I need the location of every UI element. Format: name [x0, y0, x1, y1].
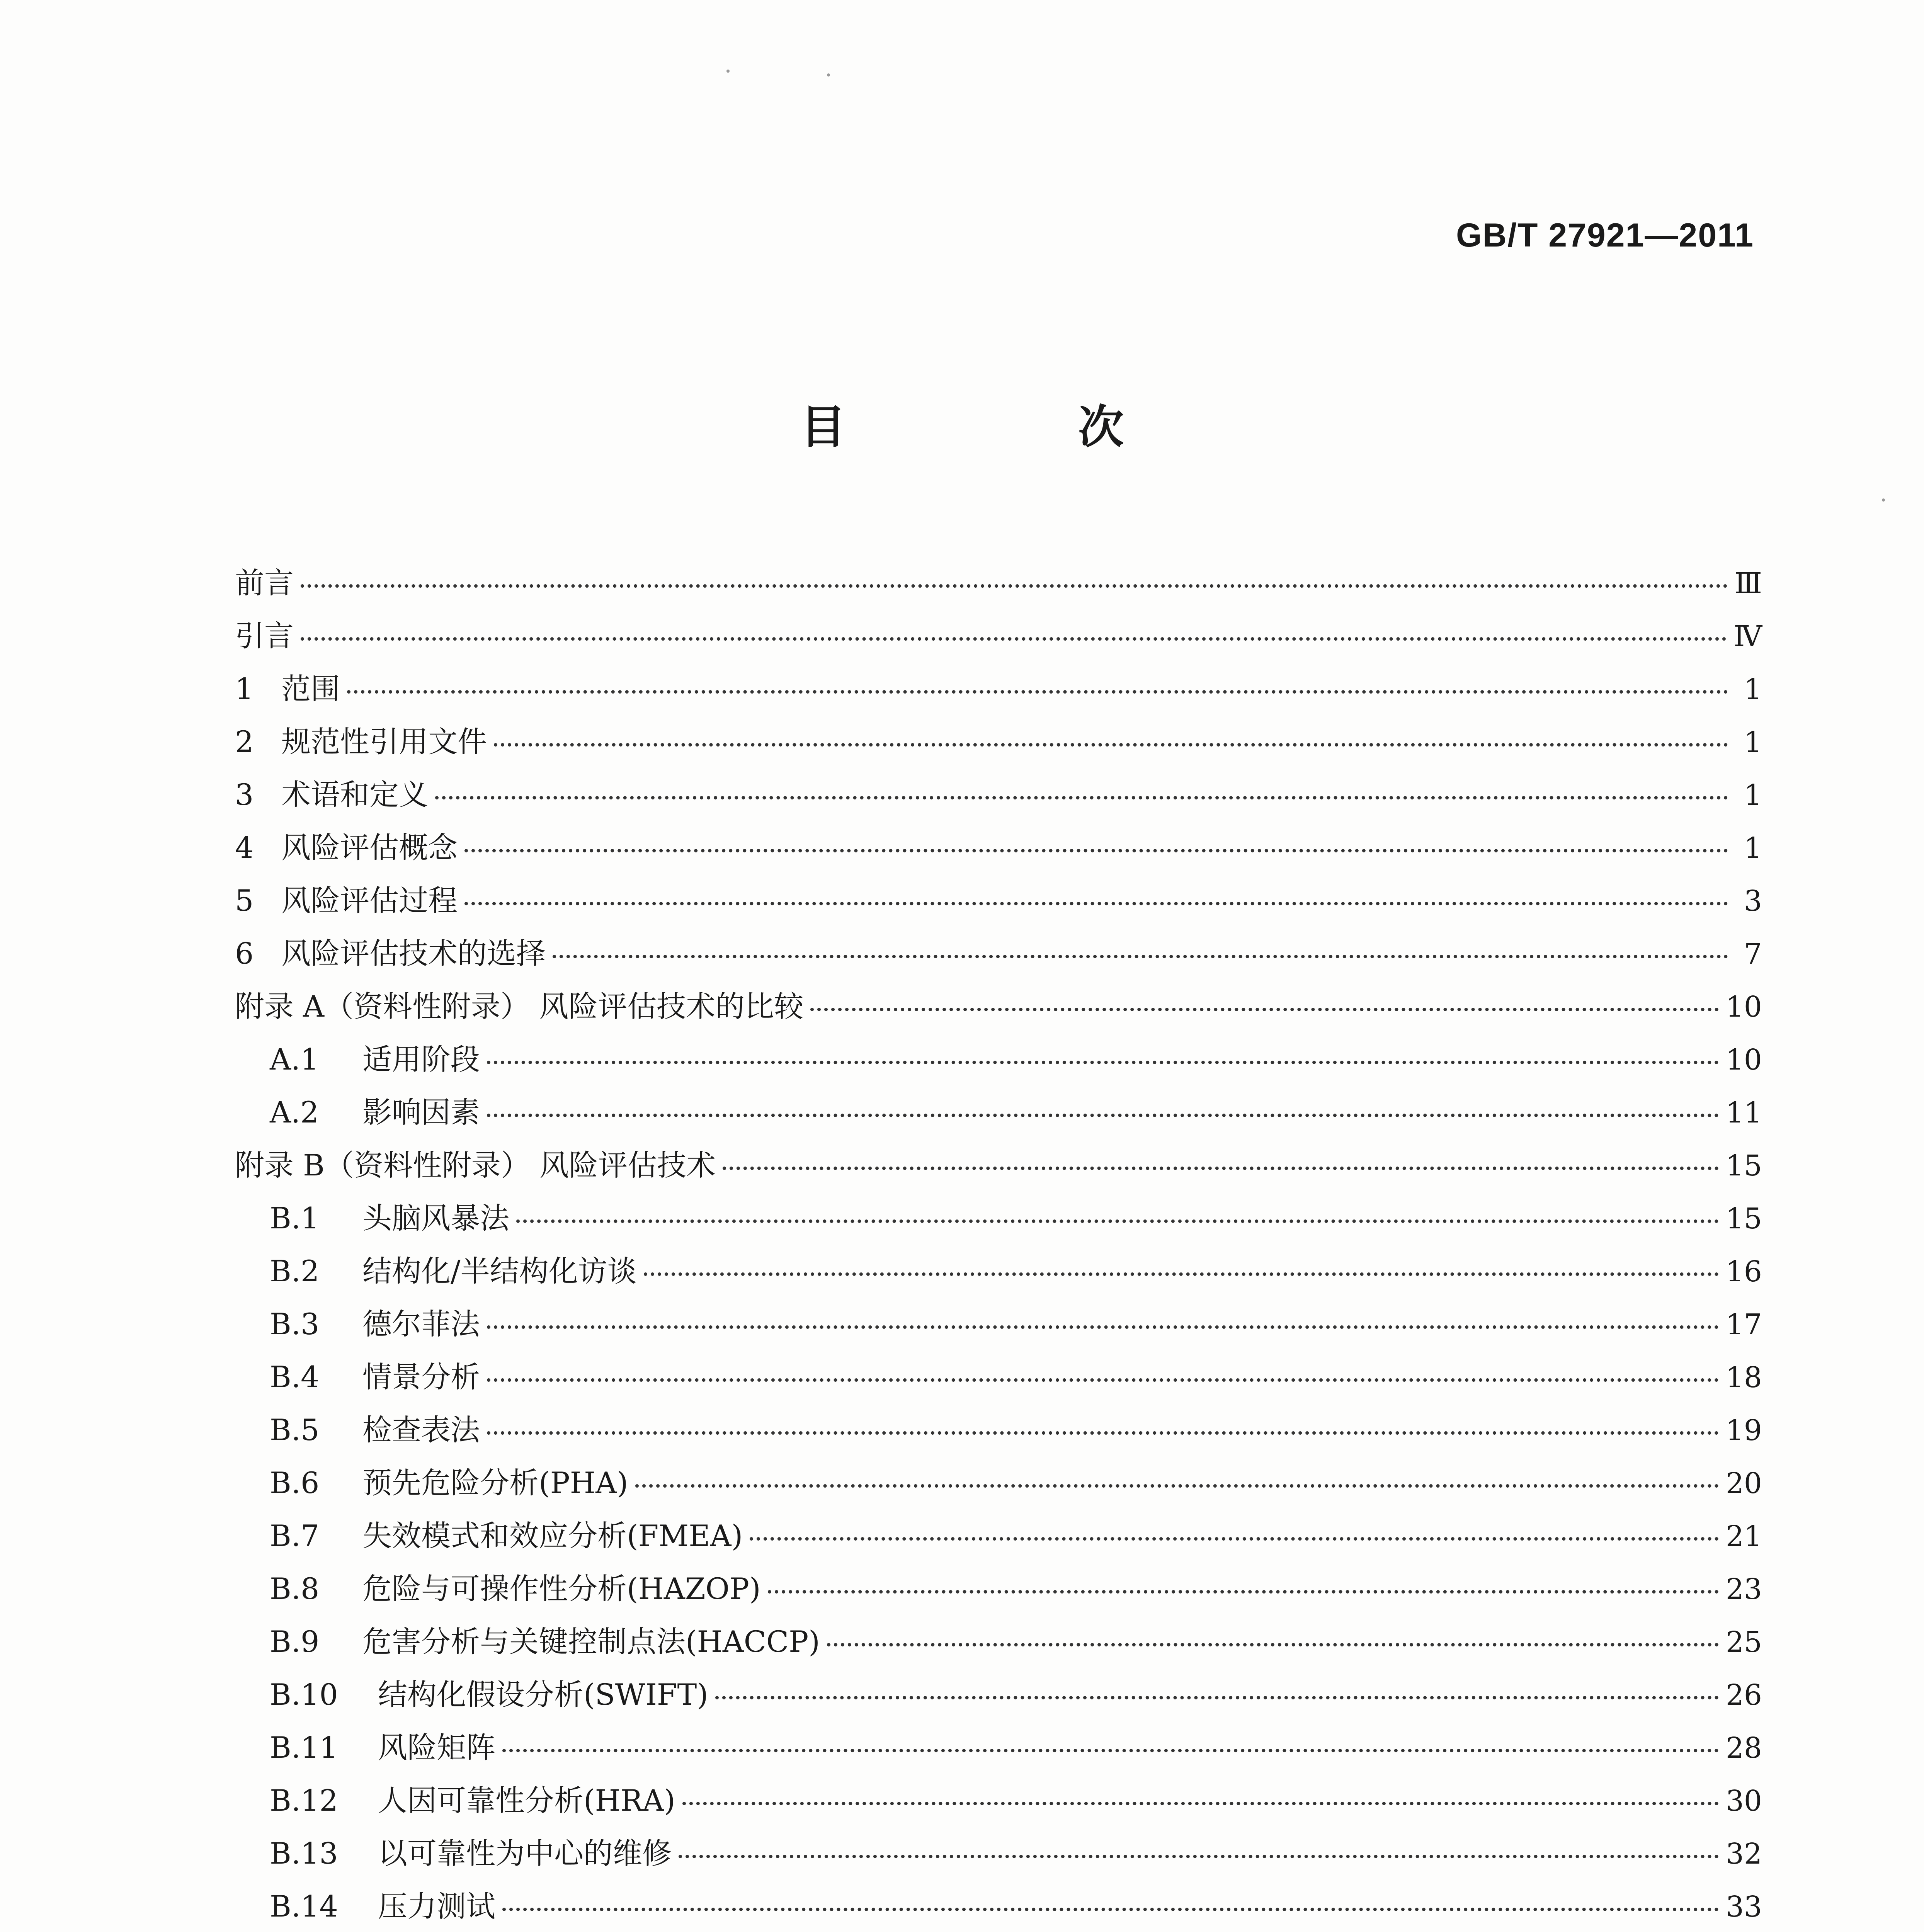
toc-entry-page: 1	[1744, 726, 1762, 759]
toc-entry-page: 1	[1744, 673, 1762, 706]
dot-leader	[494, 743, 1728, 747]
toc-entry-page: 15	[1725, 1149, 1762, 1182]
toc-entry-page: 1	[1744, 832, 1762, 865]
toc-entry-label: 附录 B（资料性附录） 风险评估技术	[235, 1148, 716, 1182]
toc-entry[interactable]	[235, 718, 1762, 771]
toc-entry-label: 范围	[281, 672, 340, 706]
toc-entry-page: 10	[1725, 990, 1762, 1024]
dot-leader	[487, 1325, 1719, 1329]
toc-entry[interactable]	[235, 1036, 1762, 1089]
toc-entry-page: 28	[1725, 1731, 1762, 1765]
toc-entry-page: 25	[1725, 1626, 1762, 1659]
dot-leader	[487, 1114, 1719, 1117]
dot-leader	[635, 1484, 1719, 1488]
dot-leader	[347, 690, 1728, 694]
toc-entry-number: 1	[235, 672, 254, 706]
toc-entry-label: 失效模式和效应分析(FMEA)	[362, 1519, 743, 1553]
toc-entry[interactable]	[235, 1248, 1762, 1301]
toc-entry-number: B.14	[270, 1889, 338, 1923]
toc-entry[interactable]	[235, 560, 1762, 612]
toc-entry-label: 预先危险分析(PHA)	[362, 1466, 628, 1500]
toc-entry-number: B.6	[270, 1466, 320, 1500]
toc-entry[interactable]	[235, 1406, 1762, 1459]
toc-entry-label: 术语和定义	[281, 777, 428, 812]
toc-entry-label: 附录 A（资料性附录） 风险评估技术的比较	[235, 989, 804, 1024]
dot-leader	[715, 1696, 1719, 1699]
table-of-contents	[235, 560, 1762, 1932]
toc-entry-page: Ⅲ	[1734, 567, 1762, 600]
toc-entry[interactable]	[235, 824, 1762, 877]
toc-entry-number: B.11	[270, 1730, 338, 1765]
toc-entry-page: 20	[1725, 1467, 1762, 1500]
toc-entry-label: 结构化假设分析(SWIFT)	[378, 1677, 708, 1712]
dot-leader	[502, 1749, 1719, 1752]
dot-leader	[768, 1590, 1719, 1594]
toc-entry-label: 风险评估概念	[281, 830, 458, 865]
toc-entry-number: B.12	[270, 1783, 338, 1818]
toc-entry[interactable]	[235, 665, 1762, 718]
toc-entry-label: 以可靠性为中心的维修	[378, 1836, 672, 1871]
toc-entry[interactable]	[235, 930, 1762, 983]
toc-entry[interactable]	[235, 771, 1762, 824]
toc-entry-page: 15	[1725, 1202, 1762, 1235]
dot-leader	[487, 1431, 1719, 1435]
dot-leader	[750, 1537, 1719, 1541]
dot-leader	[827, 1643, 1719, 1646]
toc-entry-page: 16	[1725, 1255, 1762, 1288]
toc-entry[interactable]	[235, 612, 1762, 665]
toc-entry[interactable]	[235, 1724, 1762, 1777]
toc-entry-number: 4	[235, 830, 254, 865]
dot-leader	[301, 584, 1728, 588]
toc-entry-page: 18	[1725, 1361, 1762, 1394]
toc-entry-page: 11	[1725, 1096, 1762, 1129]
toc-entry[interactable]	[235, 1354, 1762, 1406]
toc-entry-label: 人因可靠性分析(HRA)	[378, 1783, 675, 1818]
toc-entry-number: 2	[235, 724, 254, 759]
dot-leader	[516, 1219, 1719, 1223]
dot-leader	[810, 1008, 1719, 1011]
toc-entry-label: 前言	[235, 566, 294, 600]
toc-entry-number: B.9	[270, 1624, 320, 1659]
toc-entry-label: 情景分析	[362, 1360, 480, 1394]
toc-entry-page: 19	[1725, 1414, 1762, 1447]
toc-entry-page: 3	[1744, 884, 1762, 918]
toc-entry-label: 危险与可操作性分析(HAZOP)	[362, 1571, 761, 1606]
dot-leader	[553, 955, 1728, 958]
toc-entry[interactable]	[235, 1883, 1762, 1932]
toc-entry-page: 32	[1725, 1837, 1762, 1871]
dot-leader	[487, 1061, 1719, 1064]
toc-entry[interactable]	[235, 1777, 1762, 1830]
toc-entry-number: B.7	[270, 1519, 320, 1553]
toc-entry-label: 头脑风暴法	[362, 1201, 509, 1235]
toc-entry[interactable]	[235, 1301, 1762, 1354]
dot-leader	[464, 902, 1728, 905]
toc-entry-label: 引言	[235, 619, 294, 653]
toc-entry[interactable]	[235, 1830, 1762, 1883]
toc-entry[interactable]	[235, 1459, 1762, 1512]
toc-entry-number: B.10	[270, 1677, 338, 1712]
dot-leader	[301, 637, 1727, 641]
toc-entry[interactable]	[235, 1618, 1762, 1671]
scan-speck	[1882, 498, 1885, 502]
toc-entry[interactable]	[235, 1671, 1762, 1724]
toc-entry[interactable]	[235, 1195, 1762, 1248]
toc-entry-page: 1	[1744, 779, 1762, 812]
toc-entry-number: B.2	[270, 1254, 320, 1288]
dot-leader	[464, 849, 1728, 852]
toc-entry-page: 23	[1725, 1573, 1762, 1606]
toc-entry-label: 危害分析与关键控制点法(HACCP)	[362, 1624, 820, 1659]
dot-leader	[723, 1167, 1719, 1170]
toc-entry-label: 检查表法	[362, 1413, 480, 1447]
toc-entry[interactable]	[235, 983, 1762, 1036]
toc-entry-number: 5	[235, 883, 254, 918]
toc-entry[interactable]	[235, 1565, 1762, 1618]
toc-entry-label: 风险矩阵	[378, 1730, 495, 1765]
toc-entry-number: B.8	[270, 1571, 320, 1606]
dot-leader	[487, 1378, 1719, 1382]
page-title: 目 次	[800, 400, 1232, 454]
toc-entry-label: 结构化/半结构化访谈	[362, 1254, 637, 1288]
toc-entry[interactable]	[235, 1089, 1762, 1142]
dot-leader	[435, 796, 1728, 799]
toc-entry-label: 德尔菲法	[362, 1307, 480, 1341]
toc-entry[interactable]	[235, 1512, 1762, 1565]
dot-leader	[679, 1855, 1719, 1858]
toc-entry-number: 6	[235, 936, 254, 971]
toc-entry-number: B.5	[270, 1413, 320, 1447]
toc-entry-page: 30	[1725, 1784, 1762, 1818]
toc-entry-label: 风险评估技术的选择	[281, 936, 546, 971]
standard-code: GB/T 27921—2011	[1456, 217, 1754, 254]
toc-entry-label: 规范性引用文件	[281, 724, 487, 759]
toc-entry-page: Ⅳ	[1733, 620, 1762, 653]
toc-entry-page: 21	[1725, 1520, 1762, 1553]
toc-entry-label: 风险评估过程	[281, 883, 458, 918]
toc-entry[interactable]	[235, 877, 1762, 930]
toc-entry-page: 26	[1725, 1679, 1762, 1712]
toc-entry-page: 17	[1725, 1308, 1762, 1341]
scan-speck	[827, 73, 830, 77]
toc-entry-number: B.4	[270, 1360, 320, 1394]
toc-entry-page: 7	[1744, 937, 1762, 971]
dot-leader	[682, 1802, 1719, 1805]
toc-entry-number: A.2	[270, 1095, 319, 1129]
toc-entry-page: 33	[1725, 1890, 1762, 1923]
toc-entry-label: 压力测试	[378, 1889, 495, 1923]
toc-entry-number: B.1	[270, 1201, 320, 1235]
scan-speck	[726, 70, 730, 73]
dot-leader	[502, 1908, 1719, 1911]
dot-leader	[644, 1272, 1719, 1276]
toc-entry[interactable]	[235, 1142, 1762, 1195]
toc-entry-label: 影响因素	[362, 1095, 480, 1129]
toc-entry-page: 10	[1725, 1043, 1762, 1077]
toc-entry-number: B.3	[270, 1307, 320, 1341]
toc-entry-number: B.13	[270, 1836, 338, 1871]
toc-entry-number: 3	[235, 777, 254, 812]
toc-entry-number: A.1	[270, 1042, 319, 1077]
toc-entry-label: 适用阶段	[362, 1042, 480, 1077]
